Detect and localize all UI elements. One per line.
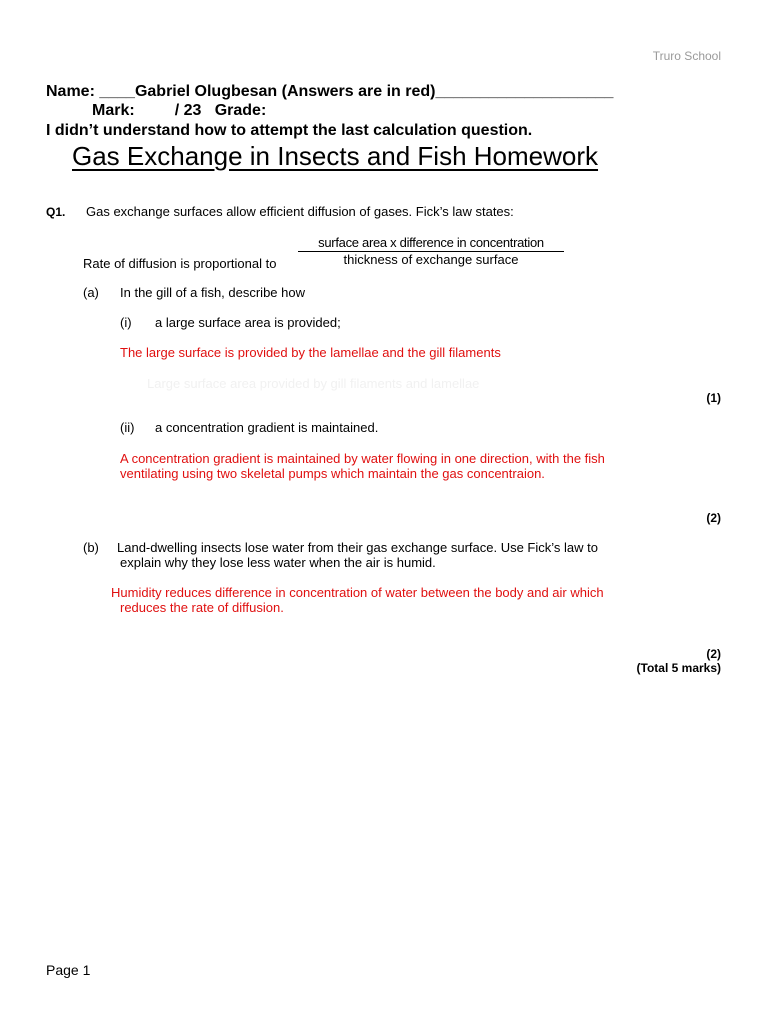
part-b-answer-line1: Humidity reduces difference in concentration of water between the body and air which — [111, 585, 604, 600]
part-a-ii-text: a concentration gradient is maintained. — [155, 420, 379, 435]
part-b-marks: (2) — [706, 647, 721, 661]
part-a-text: In the gill of a fish, describe how — [120, 285, 305, 300]
part-a-i-marks: (1) — [706, 391, 721, 405]
faded-model-answer: Large surface area provided by gill filaments and lamellae — [147, 376, 480, 391]
part-a-label: (a) — [83, 285, 99, 300]
school-name: Truro School — [652, 49, 721, 63]
part-a-i-label: (i) — [120, 315, 132, 330]
fick-denominator: thickness of exchange surface — [343, 252, 519, 267]
part-b-text-line1: Land-dwelling insects lose water from their gas exchange surface. Use Fick’s law to — [117, 540, 598, 555]
part-b-text-line2: explain why they lose less water when the air is humid. — [120, 555, 436, 570]
part-a-i-answer: The large surface is provided by the lamellae and the gill filaments — [120, 345, 501, 360]
mark-grade-line: Mark: / 23 Grade: — [92, 102, 267, 119]
fick-prefix: Rate of diffusion is proportional to — [83, 256, 277, 271]
part-b-label: (b) — [83, 540, 99, 555]
part-a-ii-answer-line1: A concentration gradient is maintained by water flowing in one direction, with the fish — [120, 451, 605, 466]
question-number: Q1. — [46, 205, 66, 219]
question-stem: Gas exchange surfaces allow efficient diffusion of gases. Fick’s law states: — [86, 204, 514, 219]
part-b-answer-line2: reduces the rate of diffusion. — [120, 600, 284, 615]
fick-fraction — [298, 235, 564, 267]
student-comment: I didn’t understand how to attempt the last calculation question. — [46, 122, 533, 139]
page-number: Page 1 — [46, 962, 91, 978]
part-a-ii-answer-line2: ventilating using two skeletal pumps which maintain the gas concentraion. — [120, 466, 545, 481]
part-a-ii-marks: (2) — [706, 511, 721, 525]
part-a-i-text: a large surface area is provided; — [155, 315, 341, 330]
fick-numerator: surface area x difference in concentration — [298, 235, 564, 252]
page-title: Gas Exchange in Insects and Fish Homework — [72, 141, 599, 171]
student-name-line: Name: ____Gabriel Olugbesan (Answers are in red)____________________ — [46, 83, 614, 100]
total-marks: (Total 5 marks) — [636, 661, 721, 675]
part-a-ii-label: (ii) — [120, 420, 135, 435]
